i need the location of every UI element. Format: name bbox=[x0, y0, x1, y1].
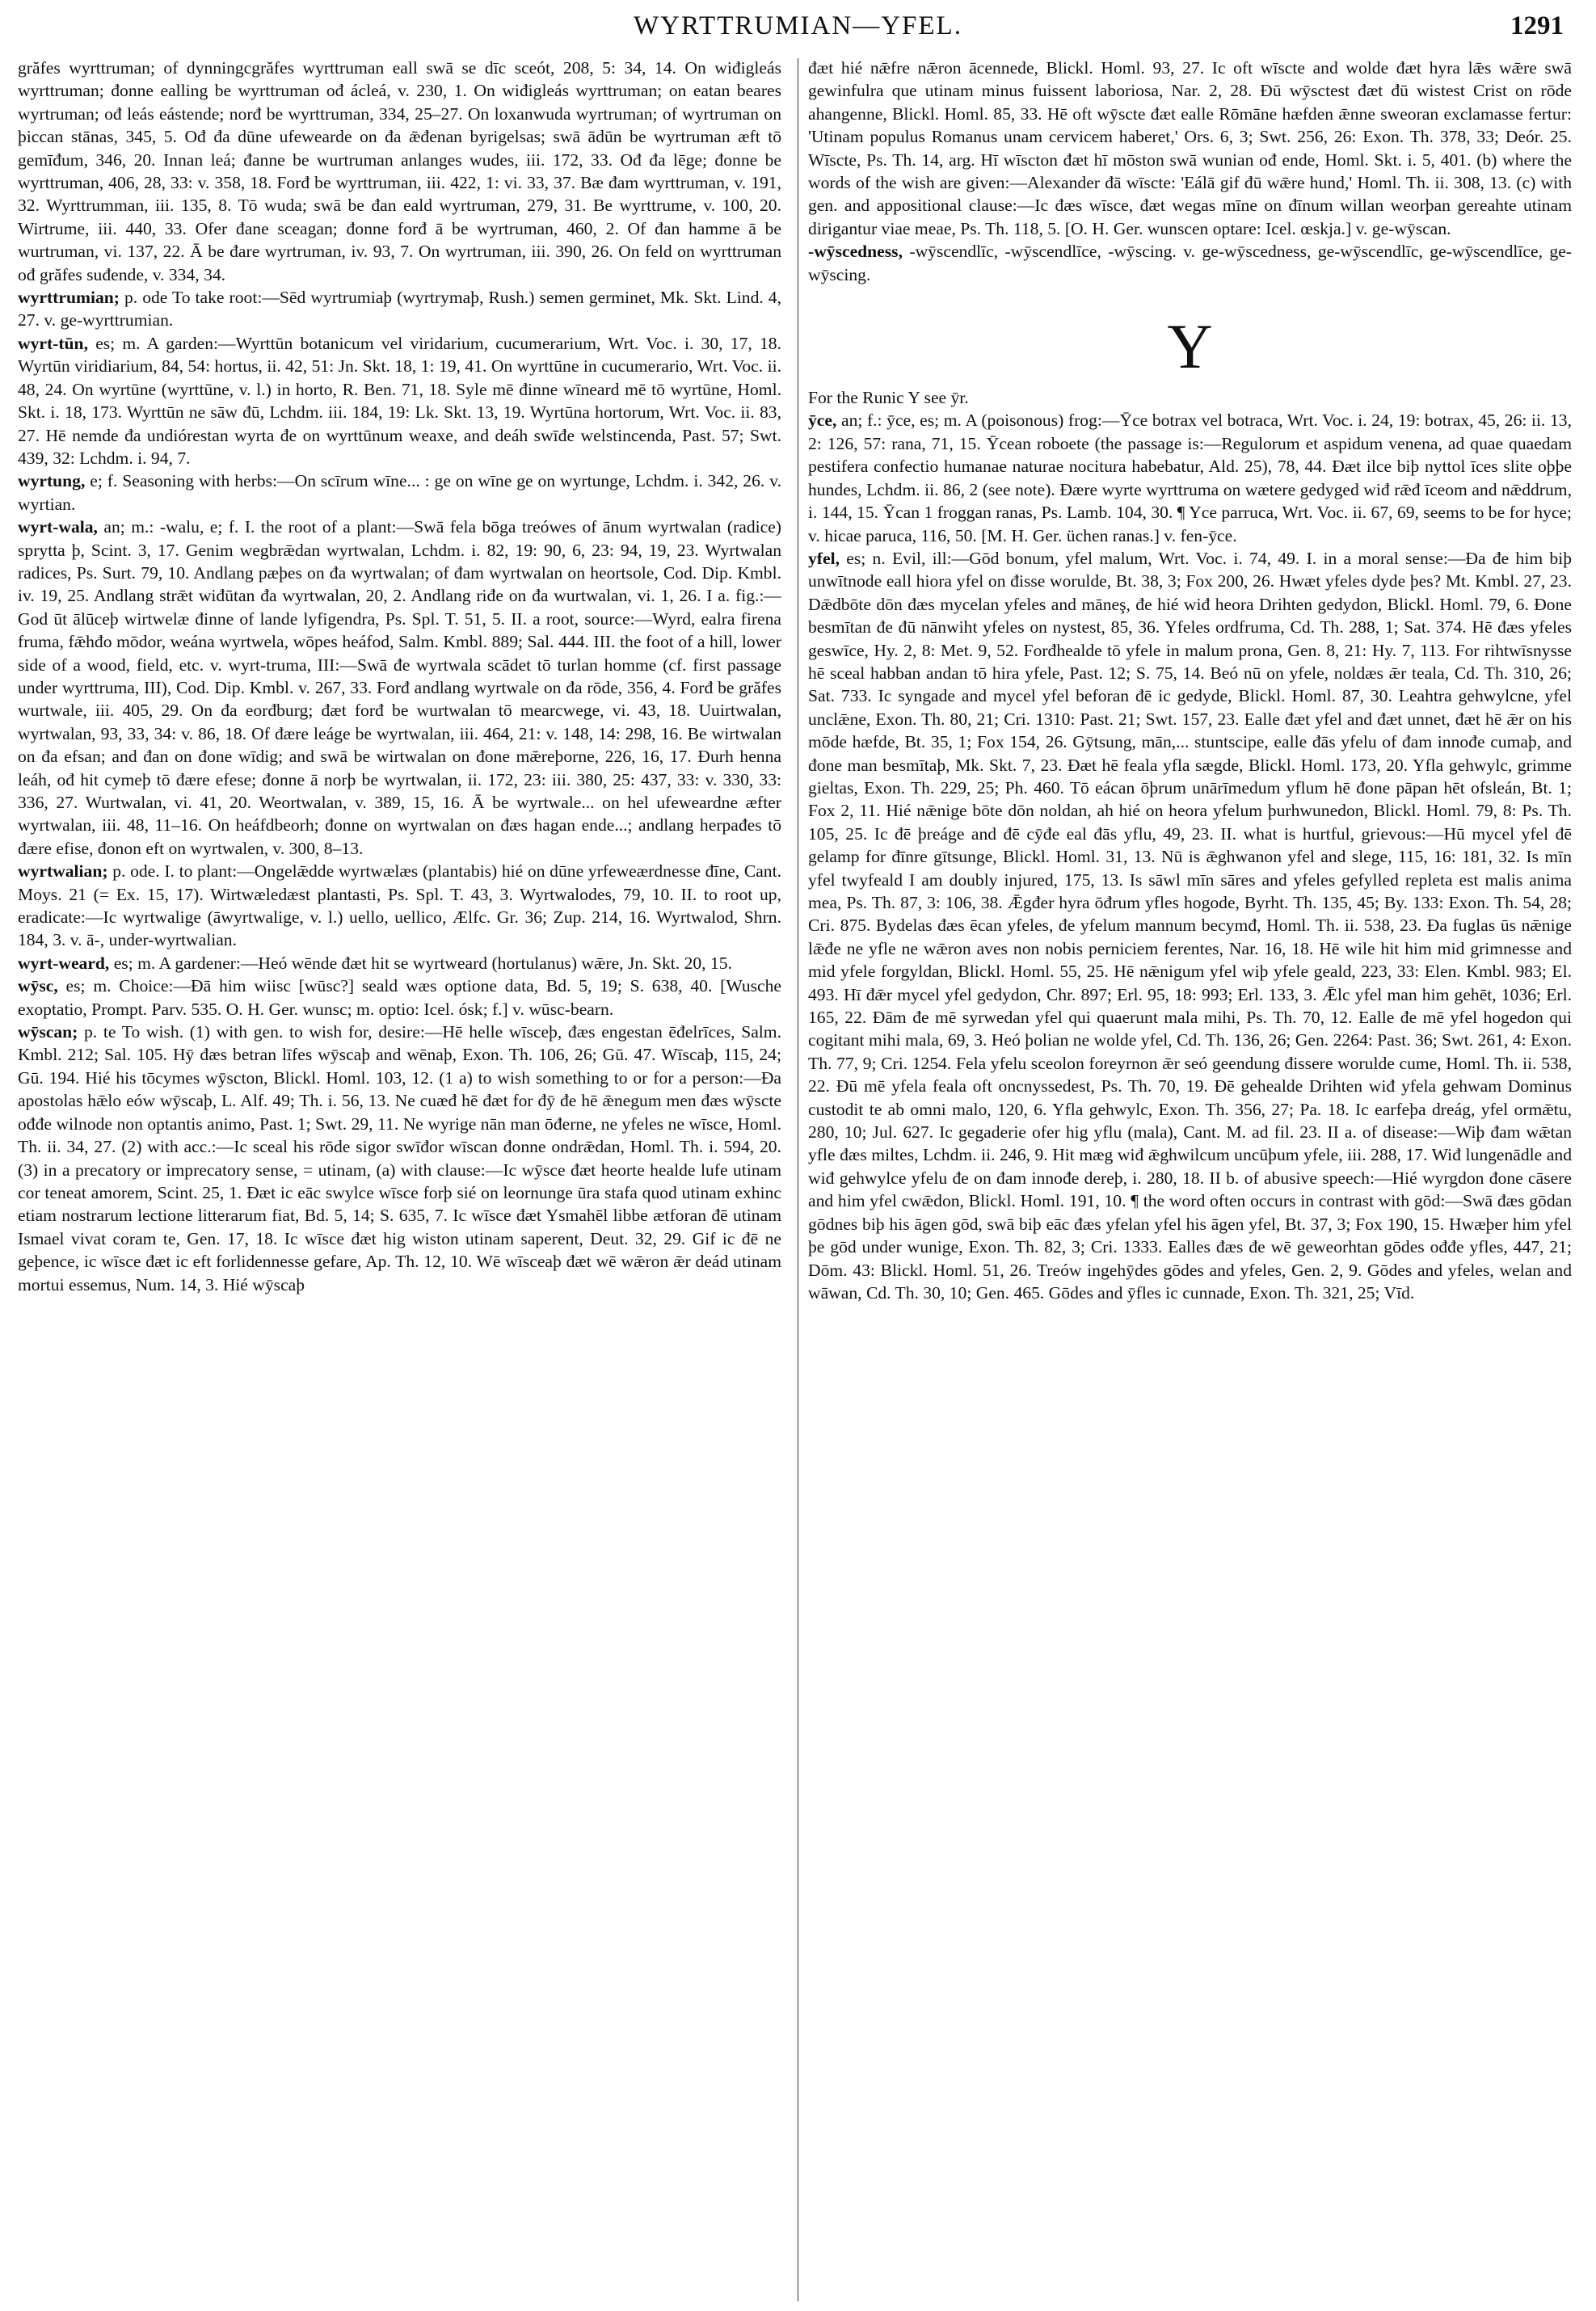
entry-headword: wyrt-wala, bbox=[18, 517, 98, 537]
dictionary-entry bbox=[18, 516, 781, 860]
dictionary-entry bbox=[808, 547, 1572, 1304]
entry-text: đæt hié nǣfre nǣron ācennede, Blickl. Homl. 93, 27. Ic oft wīscte and wolde đæt hyra lǣs wǣre swā gewinfulra que utinam minus fuissent laboriosa, Nar. 2, 28. Đū wȳsctest đæt đū wistest Crist on rōde ahangenne, Blickl. Homl. 85, 33. Hē oft wȳscte đæt ealle Rōmāne hæfden ǣnne sweoran exclamasse fertur: 'Utinam populus Romanus unam cervicem haberet,' Ors. 6, 3; Swt. 256, 26: Exon. Th. 378, 33; Deór. 25. Wīscte, Ps. Th. 14, arg. Hī wīscton đæt hī mōston swā wunian ođ ende, Homl. Skt. i. 5, 401. (b) where the words of the wish are given:—Alexander đā wīscte: 'Eálā gif đū wǣre hund,' Homl. Th. ii. 308, 13. (c) with gen. and appositional clause:—Ic đæs wīsce, đæt wegas mīne on đīnum willan weorþan gereahte utinam dirigantur viae meae, Ps. Th. 118, 5. [O. H. Ger. wunscen optare: Icel. œskja.] v. ge-wȳscan. bbox=[808, 58, 1572, 238]
entry-headword: ȳce, bbox=[808, 410, 837, 431]
entry-headword: wyrttrumian; bbox=[18, 288, 120, 308]
entry-text: p. ode To take root:—Sēd wyrtrumiaþ (wyrtrymaþ, Rush.) semen germinet, Mk. Skt. Lind. 4, 27. v. ge-wyrttrumian. bbox=[18, 288, 781, 330]
dictionary-entry bbox=[18, 332, 781, 469]
dictionary-entry bbox=[808, 240, 1572, 286]
page-header bbox=[0, 0, 1596, 57]
running-head: WYRTTRUMIAN—YFEL. bbox=[634, 11, 962, 40]
entry-text: For the Runic Y see ȳr. bbox=[808, 388, 969, 408]
entry-headword: -wȳscedness, bbox=[808, 242, 903, 262]
page-number: 1291 bbox=[1510, 11, 1564, 40]
dictionary-entry bbox=[18, 860, 781, 952]
entry-headword: wyrt-weard, bbox=[18, 953, 110, 973]
entry-text: e; f. Seasoning with herbs:—On scīrum wīne... : ge on wīne ge on wyrtunge, Lchdm. i. 342, 26. v. wyrtian. bbox=[18, 471, 781, 514]
entry-text: es; m. A garden:—Wyrttūn botanicum vel viridarium, cucumerarium, Wrt. Voc. i. 30, 17, 18. Wyrtūn viridiarium, 84, 54: hortus, ii. 42, 51: Jn. Skt. 18, 1: 19, 41. On wyrttūne in cucumerario, Wrt. Voc. ii. 48, 24. On wyrtūne (wyrttūne, v. l.) in horto, R. Ben. 71, 18. Syle mē đinne wīneard mē tō wyrtūne, Homl. Skt. i. 18, 173. Wyrttūn ne sāw đū, Lchdm. iii. 184, 19: Lk. Skt. 13, 19. Wyrtūna hortorum, Wrt. Voc. ii. 83, 27. Hē nemde đa undiórestan wyrta đe on wyrttūnum weaxe, and deáh swīđe welstincenda, Past. 57; Swt. 439, 32: Lchdm. i. 94, 7. bbox=[18, 333, 781, 468]
dictionary-entry bbox=[18, 1021, 781, 1296]
entry-text: p. te To wish. (1) with gen. to wish for, desire:—Hē helle wīsceþ, đæs engestan ēđelrīces, Salm. Kmbl. 212; Sal. 105. Hȳ đæs betran līfes wȳscaþ and wēnaþ, Exon. Th. 106, 26; Gū. 47. Wīscaþ, 115, 24; Gū. 194. Hié his tōcymes wȳscton, Blickl. Homl. 103, 12. (1 a) to wish something to or for a person:—Đa apostolas hǣlo eów wȳscaþ, L. Alf. 49; Th. i. 56, 13. Ne cuæđ hē đæt for đȳ đe hē ǣnegum men đæs wȳscte ođđe wilnode non optantis animo, Past. 1; Swt. 29, 11. Ne wyrige nān man ōđerne, ne yfeles ne wīsce, Homl. Th. ii. 34, 27. (2) with acc.:—Ic sceal his rōde sigor swīđor wīscan đonne ondrǣdan, Homl. Th. i. 594, 20. (3) in a precatory or imprecatory sense, = utinam, (a) with clause:—Ic wȳsce đæt heorte healde lufe utinam cor teneat amorem, Scint. 25, 1. Đæt ic eāc swylce wīsce forþ sié on leornunge ūra stafa quod utinam exhinc etiam nostrarum lectione litterarum fiat, Bd. 5, 14; S. 635, 7. Ic wīsce đæt Ysmahēl libbe ætforan đē utinam Ismael vivat coram te, Gen. 17, 18. Ic wīsce đæt hig wiston utinam saperent, Deut. 32, 29. Gif ic đē ne geþence, ic wīsce đæt ic eft forlidennesse gefare, Ap. Th. 12, 10. Wē wīsceaþ đæt wē wǣron ǣr deád utinam mortui essemus, Num. 14, 3. Hié wȳscaþ bbox=[18, 1022, 781, 1294]
dictionary-entry bbox=[18, 952, 781, 974]
dictionary-entry bbox=[18, 286, 781, 332]
entry-text: es; n. Evil, ill:—Gōd bonum, yfel malum, Wrt. Voc. i. 74, 49. I. in a moral sense:—Đa đe him biþ unwītnode eall hiora yfel on đisse worulde, Bt. 38, 3; Fox 200, 26. Hwæt yfeles dyde þes? Mt. Kmbl. 27, 23. Dǣdbōte dōn đæs mycelan yfeles and māneş, đe hié wiđ heora Drihten gedydon, Blickl. Homl. 79, 6. Đone besmītan đe đū nānwiht yfeles on nystest, 85, 36. Yfeles ordfruma, Cd. Th. 288, 1; Sat. 374. Hē đæs yfeles geswīce, Hy. 2, 8: Met. 9, 52. Forđhealde tō yfele in malum prona, Gen. 8, 21: Hy. 7, 113. For rihtwīsnysse hē sceal habban andan tō hira yfele, Past. 12; S. 75, 14. Beó nū on yfele, noldæs ǣr teala, Cd. Th. 310, 26; Sat. 733. Ic syngade and mycel yfel beforan đē ic gedyde, Blickl. Homl. 87, 30. Leahtra gehwylcne, yfel unclǣne, Exon. Th. 80, 21; Cri. 1310: Past. 21; Swt. 157, 23. Ealle đæt yfel and đæt unnet, đæt hē ǣr on his mōde hæfde, Bt. 35, 1; Fox 154, 26. Gȳtsung, mān,... stuntscipe, ealle đās yfelu of đam innođe cumaþ, and đone man besmītaþ, Mk. Skt. 7, 23. Đæt hē feala yfla sægde, Blickl. Homl. 173, 20. Yfla gehwylc, grimme gieltas, Exon. Th. 229, 25; Ph. 460. Tō eácan ōþrum unārīmedum yflum hē đone pāpan hēt ofsleán, Bt. 1; Fox 2, 11. Hié nǣnige bōte dōn noldan, ah hié on heora yfelum þurhwunedon, Blickl. Homl. 79, 8: Ps. Th. 105, 25. Ic đē þreáge and đē cȳđe eal đās yflu, 49, 23. II. what is hurtful, grievous:—Hū mycel yfel đē gelamp for đīnre gītsunge, Blickl. Homl. 31, 13. Nū is ǣghwanon yfel and slege, 115, 16: 181, 32. Is mīn yfel twyfeald I am doubly injured, 175, 13. Is sāwl mīn sāres and yfeles gefylled repleta est malis anima mea, Ps. Th. 87, 3: 106, 38. Ǣgđer hyra ōđrum yfles hogode, Byrht. Th. 135, 45; By. 133: Exon. Th. 54, 28; Cri. 875. Bydelas đæs ēcan yfeles, đe yfelum mannum becymđ, Homl. Th. ii. 538, 23. Đa fuglas ūs nǣnige lǣđe ne yfle ne wǣron aves non nobis perniciem ferentes, Nar. 16, 18. Hē wile hit him mid grimnesse and mid yfele forgyldan, Blickl. Homl. 55, 25. Hē nǣnigum yfel wiþ yfele geald, 223, 33: Elen. Kmbl. 983; El. 493. Hī đǣr mycel yfel gedydon, Chr. 897; Erl. 95, 18: 993; Erl. 133, 3. Ǣlc yfel man him gehēt, 1036; Erl. 165, 22. Đām đe mē syrwedan yfel qui quaerunt mala mihi, Ps. Th. 70, 12. Ealle đe mē yfel hogedon qui cogitant mihi mala, 69, 3. Heó þolian ne wolde yfel, Cd. Th. 136, 26; Gen. 2264: Past. 36; Swt. 261, 4: Exon. Th. 77, 9; Cri. 1254. Fela yfelu sceolon foreyrnon ǣr seó geendung đissere worulde cume, Homl. Th. ii. 538, 22. Đū mē yfela feala oft oncnyssedest, Ps. Th. 70, 19. Đē gehealde Drihten wiđ yfela gehwam Dominus custodit te ab omni malo, 120, 6. Yfla gehwylc, Exon. Th. 356, 27; Pa. 18. Ic earfeþa dreág, yfel ormǣtu, 280, 10; Jul. 627. Ic gegaderie ofer hig yflu (mala), Cant. M. ad fil. 23. II a. of disease:—Wiþ đam wǣtan yfle đæs miltes, Lchdm. ii. 246, 9. Hit mæg wiđ ǣghwilcum uncūþum yfele, iii. 288, 17. Wiđ lungenādle and wiđ gehwylce yfelu đe on đam innođe dereþ, i. 280, 18. II b. of abusive speech:—Hié wyrgdon đone cāsere and him yfel cwǣdon, Blickl. Homl. 191, 10. ¶ the word often occurs in contrast with gōd:—Swā đæs gōdan gōdnes biþ his āgen gōd, swā biþ eāc đæs yfelan yfel his āgen yfel, Bt. 37, 3; Fox 190, 15. Hwæþer him yfel þe gōd under wunige, Exon. Th. 82, 3; Cri. 1333. Ealles đæs đe wē geweorhtan gōdes ođđe yfles, 447, 21; Dōm. 43: Blickl. Homl. 51, 26. Treów ingehȳdes gōdes and yfeles, Gen. 2, 9. Gōdes and yfeles, welan and wāwan, Cd. Th. 30, 10; Gen. 465. Gōdes and ȳfles ic cunnade, Exon. Th. 321, 25; Vīd. bbox=[808, 548, 1572, 1303]
entry-headword: wȳsc, bbox=[18, 976, 58, 996]
entry-text: grăfes wyrttruman; of dynningcgrăfes wyrttruman eall swā se dīc sceót, 208, 5: 34, 14. On wiđigleás wyrttruman; đonne ealling be wyrttruman ođ ácleá, v. 230, 1. On wiđigleás wyrttruman; on eatan beares wyrtruman; ođ leás eástende; norđ be wyrttruman, 334, 25–27. On loxanwuda wyrtruman; of wyrtruman on þiccan stānas, 345, 5. Ođ đa dūne ufewearde on đa ǣđenan byrigelsas; swā ādūn be wyrtruman æft tō gemīđum, 346, 20. Innan leá; đanne be wurtruman anlanges wudes, iii. 172, 33. Ođ đa lēge; đonne be wyrttruman, 406, 28, 33: v. 358, 18. Forđ be wyrttruman, iii. 422, 1: vi. 33, 37. Bæ đam wyrttruman, v. 191, 32. Wyrttrumman, iii. 135, 8. Tō wuda; swā be đan eald wyrtruman, 279, 31. Be wyrttrume, v. 100, 20. Wirtrume, iii. 440, 33. Ofer đane sceagan; đonne forđ ā be wyrtruman, 460, 2. Of đan hamme ā be wurtruman, vi. 137, 22. Ā be đare wyrtruman, iv. 93, 7. On wyrtruman, iii. 390, 26. On feld on wyrttruman ođ grăfes suđende, v. 334, 34. bbox=[18, 58, 781, 284]
section-letter-glyph: Y bbox=[1167, 311, 1213, 382]
entry-text: p. ode. I. to plant:—Ongelǣdde wyrtwælæs (plantabis) hié on dūne yrfeweærdnesse đīne, Cant. Moys. 21 (= Ex. 15, 17). Wirtwæledæst plantasti, Ps. Spl. T. 43, 3. Wyrtwalodes, 79, 10. II. to root up, eradicate:—Ic wyrtwalige (āwyrtwalige, v. l.) uello, uellico, Ælfc. Gr. 36; Zup. 214, 16. Wyrtwalod, Shrn. 184, 3. v. ā-, under-wyrtwalian. bbox=[18, 861, 781, 950]
dictionary-entry bbox=[18, 974, 781, 1021]
entry-text: an; m.: -walu, e; f. I. the root of a plant:—Swā fela bōga treówes of ānum wyrtwalan (radice) sprytta þ, Scint. 3, 17. Genim wegbrǣdan wyrtwalan, Lchdm. i. 82, 19: 90, 6, 23: 94, 19, 23. Wyrtwalan radices, Ps. Surt. 79, 10. Andlang pæþes on đa wyrtwalan; of đam wyrtwalan on heortsole, Cod. Dip. Kmbl. iv. 19, 25. Andlang strǣt wiđūtan đa wyrtwalan, 20, 2. Andlang riđe on đa wurtwalan, vi. 1, 26. I a. fig.:—God ūt ālūceþ wirtwelæ đinne of lande lyfigendra, Ps. Spl. T. 51, 5. II. a root, source:—Wyrd, ealra firena fruma, fǣhđo mōdor, weána wyrtwela, wōpes heáfod, Salm. Kmbl. 889; Sal. 444. III. the foot of a hill, lower side of a wood, field, etc. v. wyrt-truma, III:—Swā đe wyrtwala scādet tō turlan homme (cf. first passage under wyrttruma, III), Cod. Dip. Kmbl. v. 267, 33. Forđ andlang wyrtwale on đa rōde, 356, 4. Forđ be grăfes wurtwale, iii. 405, 29. On đa eorđburg; đæt forđ be wurtwalan tō mearcwege, vi. 43, 18. Uuirtwalan, wyrtwalan, 93, 33, 34: v. 86, 18. Of đære leáge be wyrtwalan, iii. 464, 21: v. 148, 14: 298, 16. Be wirtwalan on đa efsan; and đan on đone wīdig; and swā be wirtwalan on đone mǣreþorne, 226, 16, 17. Đurh henna leáh, ođ hit cymeþ tō đære efese; đonne ā norþ be wyrtwalan, ii. 172, 23: iii. 380, 25: 437, 33: v. 330, 33: 336, 27. Wurtwalan, vi. 41, 20. Weortwalan, v. 389, 15, 16. Ā be wyrtwale... on hel ufeweardne æfter wyrtwalan, iii. 48, 11–16. On heáfdbeorh; đonne on wyrtwalan on đæs hagan ende...; andlang herpađes tō đære efise, đonon eft on wyrtwalen, v. 300, 8–13. bbox=[18, 517, 781, 858]
entry-text: -wȳscendlīc, -wȳscendlīce, -wȳscing. v. ge-wȳscedness, ge-wȳscendlīc, ge-wȳscendlīce, ge-wȳscing. bbox=[808, 242, 1572, 284]
entry-text: an; f.: ȳce, es; m. A (poisonous) frog:—Ȳce botrax vel botraca, Wrt. Voc. i. 24, 19: botrax, 45, 26: ii. 13, 2: 126, 57: rana, 71, 15. Ȳcean roboete (the passage is:—Regulorum et aspidum venena, ad quae quaedam pestifera confectio humanae naturae nocitura habebatur, Ald. 25), 78, 44. Đæt ilce biþ nyttol īces slite oþþe hundes, Lchdm. ii. 86, 2 (see note). Đære wyrte wyrttruma on wætere gedyged wiđ rǣđ īceom and nǣddrum, i. 144, 15. Ȳcan 1 froggan ranas, Ps. Lamb. 104, 30. ¶ Yce parruca, Wrt. Voc. ii. 67, 69, seems to be for hyce; v. hicae paruca, 116, 50. [M. H. Ger. üchen ranas.] v. fen-ȳce. bbox=[808, 410, 1572, 545]
dictionary-entry bbox=[808, 386, 1572, 409]
right-column bbox=[808, 57, 1572, 2295]
dictionary-entry bbox=[808, 57, 1572, 240]
entry-headword: yfel, bbox=[808, 548, 840, 568]
dictionary-entry bbox=[18, 57, 781, 286]
dictionary-entry bbox=[808, 409, 1572, 546]
entry-headword: wyrt-tūn, bbox=[18, 333, 88, 353]
entry-text: es; m. Choice:—Đā him wiisc [wūsc?] seald wæs optione data, Bd. 5, 19; S. 638, 40. [Wusche exoptatio, Prompt. Parv. 535. O. H. Ger. wunsc; m. optio: Icel. ósk; f.] v. wūsc-bearn. bbox=[18, 976, 781, 1019]
dictionary-entry bbox=[18, 469, 781, 516]
entry-text: es; m. A gardener:—Heó wēnde đæt hit se wyrtweard (hortulanus) wǣre, Jn. Skt. 20, 15. bbox=[109, 953, 732, 973]
section-letter bbox=[808, 286, 1572, 386]
entry-headword: wyrtung, bbox=[18, 471, 86, 491]
entry-headword: wyrtwalian; bbox=[18, 861, 108, 882]
left-column bbox=[18, 57, 781, 2295]
entry-headword: wȳscan; bbox=[18, 1022, 78, 1042]
